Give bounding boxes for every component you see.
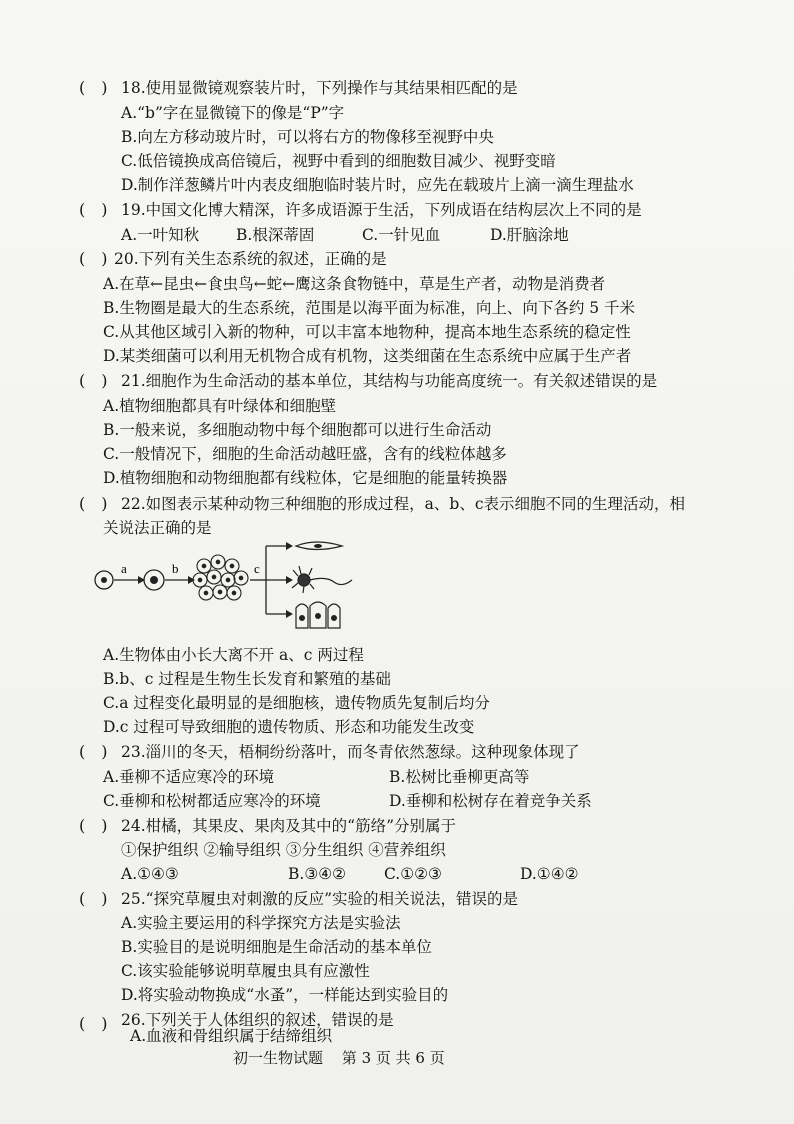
arrow-label-c: c (254, 561, 260, 576)
q18-option-b: B.向左方移动玻片时，可以将右方的物像移至视野中央 (121, 128, 494, 146)
q21-option-a: A.植物细胞都具有叶绿体和细胞壁 (103, 397, 337, 415)
q24-answer-paren[interactable]: ( ) (79, 816, 108, 835)
q21-option-b: B.一般来说，多细胞动物中每个细胞都可以进行生命活动 (103, 421, 492, 439)
q18-option-c: C.低倍镜换成高倍镜后，视野中看到的细胞数目减少、视野变暗 (121, 152, 556, 170)
q18-stem: 18.使用显微镜观察装片时，下列操作与其结果相匹配的是 (121, 79, 518, 97)
arrow-label-b: b (172, 561, 179, 576)
q20-option-d: D.某类细菌可以利用无机物合成有机物，这类细菌在生态系统中应属于生产者 (103, 347, 632, 365)
q20-option-c: C.从其他区域引入新的物种，可以丰富本地物种，提高本地生态系统的稳定性 (103, 323, 631, 341)
q25-answer-paren[interactable]: ( ) (79, 889, 108, 908)
q23-option-d: D.垂柳和松树存在着竞争关系 (389, 792, 592, 810)
q23-answer-paren[interactable]: ( ) (79, 742, 108, 761)
q19-option-c: C.一针见血 (362, 226, 441, 244)
q22-stem-continued: 关说法正确的是 (103, 519, 212, 537)
q18-option-a: A.“b”字在显微镜下的像是“P”字 (121, 104, 345, 122)
q25-option-d: D.将实验动物换成“水蚤”，一样能达到实验目的 (121, 986, 449, 1004)
q19-answer-paren[interactable]: ( ) (79, 200, 108, 219)
muscle-cell (296, 542, 342, 550)
q21-stem: 21.细胞作为生命活动的基本单位，其结构与功能高度统一。有关叙述错误的是 (121, 372, 658, 390)
q21-answer-paren[interactable]: ( ) (79, 371, 108, 390)
arrow-label-a: a (121, 561, 127, 576)
q24-tissue-list: ①保护组织 ②输导组织 ③分生组织 ④营养组织 (121, 841, 446, 859)
q25-stem: 25.“探究草履虫对刺激的反应”实验的相关说法，错误的是 (121, 890, 519, 908)
q21-option-c: C.一般情况下，细胞的生命活动越旺盛，含有的线粒体越多 (103, 445, 507, 463)
q25-option-b: B.实验目的是说明细胞是生命活动的基本单位 (121, 938, 432, 956)
q19-option-a: A.一叶知秋 (121, 226, 200, 244)
q26-answer-paren[interactable]: ( ) (79, 1014, 108, 1033)
q22-option-b: B.b、c 过程是生物生长发育和繁殖的基础 (103, 670, 391, 688)
q20-option-a: A.在草←昆虫←食虫鸟←蛇←鹰这条食物链中，草是生产者，动物是消费者 (103, 275, 606, 293)
q22-answer-paren[interactable]: ( ) (79, 494, 108, 513)
q22-option-c: C.a 过程变化最明显的是细胞核，遗传物质先复制后均分 (103, 694, 490, 712)
q25-option-a: A.实验主要运用的科学探究方法是实验法 (121, 914, 401, 932)
q23-option-c: C.垂柳和松树都适应寒冷的环境 (103, 792, 321, 810)
q23-option-b: B.松树比垂柳更高等 (389, 768, 530, 786)
q24-option-a: A.①④③ (121, 865, 179, 883)
single-cell-2 (144, 570, 164, 590)
branch-arrow-head-bottom (286, 610, 293, 618)
q18-answer-paren[interactable]: ( ) (79, 78, 108, 97)
cell-cluster (193, 555, 248, 600)
branch-arrow-head-mid (286, 576, 293, 584)
q21-option-d: D.植物细胞和动物细胞都有线粒体，它是细胞的能量转换器 (103, 469, 508, 487)
q26-stem: 26.下列关于人体组织的叙述，错误的是 (121, 1011, 394, 1029)
single-cell-1 (95, 571, 113, 589)
q25-option-c: C.该实验能够说明草履虫具有应激性 (121, 962, 370, 980)
q20-option-b: B.生物圈是最大的生态系统，范围是以海平面为标准，向上、向下各约 5 千米 (103, 299, 636, 317)
page-footer (233, 1047, 459, 1068)
footer-page-number: 第 3 页 共 6 页 (341, 1049, 445, 1067)
q24-option-c: C.①②③ (384, 865, 442, 883)
q22-stem: 22.如图表示某种动物三种细胞的形成过程，a、b、c表示细胞不同的生理活动，相 (121, 495, 685, 513)
branch-arrow-head-top (286, 542, 293, 550)
branch-arrows (250, 546, 286, 614)
footer-subject: 初一生物试题 (233, 1049, 324, 1067)
q23-option-a: A.垂柳不适应寒冷的环境 (103, 768, 275, 786)
q18-option-d: D.制作洋葱鳞片叶内表皮细胞临时装片时，应先在载玻片上滴一滴生理盐水 (121, 176, 634, 194)
q24-option-b: B.③④② (288, 865, 347, 883)
q19-stem: 19.中国文化博大精深，许多成语源于生活，下列成语在结构层次上不同的是 (121, 201, 642, 219)
q24-stem: 24.柑橘，其果皮、果肉及其中的“筋络”分别属于 (121, 817, 456, 835)
q22-option-a: A.生物体由小长大离不开 a、c 两过程 (103, 646, 364, 664)
q22-option-d: D.c 过程可导致细胞的遗传物质、形态和功能发生改变 (103, 718, 475, 736)
q19-option-d: D.肝脑涂地 (490, 226, 569, 244)
q20-stem: 20.下列有关生态系统的叙述，正确的是 (114, 250, 387, 268)
q26-option-a: A.血液和骨组织属于结缔组织 (130, 1027, 333, 1045)
q24-option-d: D.①④② (520, 865, 579, 883)
cell-division-diagram (90, 536, 380, 636)
q19-option-b: B.根深蒂固 (236, 226, 315, 244)
q20-answer-paren[interactable]: ( ) (79, 249, 108, 268)
nerve-cell (292, 566, 352, 593)
epithelial-cells (296, 602, 340, 628)
q23-stem: 23.淄川的冬天，梧桐纷纷落叶，而冬青依然葱绿。这种现象体现了 (121, 743, 580, 761)
